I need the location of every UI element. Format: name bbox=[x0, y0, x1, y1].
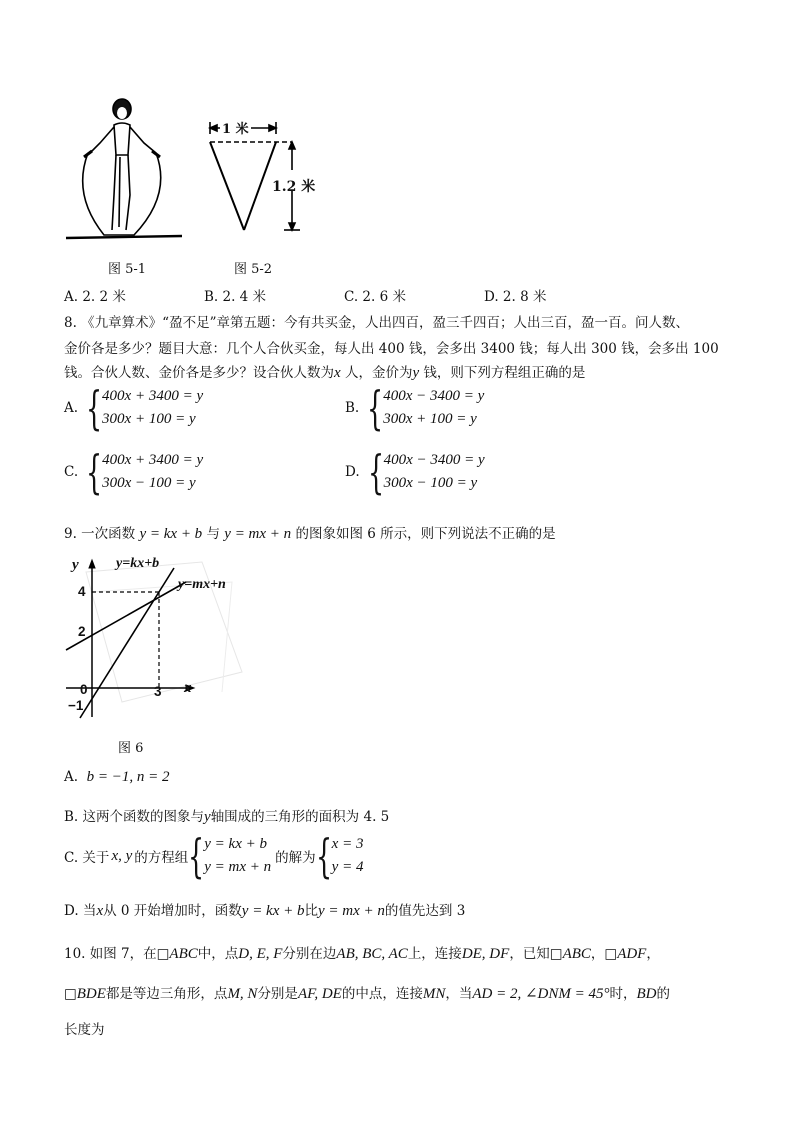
graph-line2-label: y=mx+n bbox=[178, 577, 226, 592]
graph-tick-3: 3 bbox=[154, 684, 162, 699]
graph-tick-2: 2 bbox=[78, 624, 86, 639]
q10-line2: □BDE都是等边三角形，点M, N分别是AF, DE的中点，连接MN，当AD = 2, ∠DNM = 45°时，BD的 bbox=[64, 986, 670, 1002]
graph-x-axis-label: x bbox=[184, 680, 192, 696]
q8-option-b: B. { 400x − 3400 = y 300x + 100 = y bbox=[345, 381, 485, 435]
q8-option-d: D. { 400x − 3400 = y 300x − 100 = y bbox=[345, 445, 485, 499]
q9-option-c: C. 关于 x, y 的方程组 { y = kx + b y = mx + n 的解为 { x = 3 y = 4 bbox=[64, 829, 364, 883]
q9-option-d: D. 当x从 0 开始增加时，函数y = kx + b比y = mx + n的值先达到 3 bbox=[64, 903, 466, 919]
q7-option-b: B. 2. 4 米 bbox=[204, 289, 267, 305]
figure-5-2-height-label: 1.2 米 bbox=[272, 179, 316, 195]
q8-stem-line2: 金价各是多少？题目大意：几个人合伙买金，每人出 400 钱，会多出 3400 钱；每人出 300 钱，会多出 100 bbox=[64, 341, 719, 357]
q8-stem-line1: 8. 《九章算术》“盈不足”章第五题：今有共买金，人出四百，盈三千四百；人出三百，盈一百。问人数、 bbox=[64, 315, 689, 331]
graph-tick-minus1: −1 bbox=[68, 698, 84, 713]
q7-option-c: C. 2. 6 米 bbox=[344, 289, 406, 305]
graph-y-axis-label: y bbox=[72, 557, 79, 573]
graph-tick-0: 0 bbox=[80, 682, 88, 697]
q10-line1: 10. 如图 7，在□ABC中，点D, E, F分别在边AB, BC, AC上，连接DE, DF，已知□ABC，□ADF， bbox=[64, 946, 660, 962]
q9-stem: 9. 一次函数 y = kx + b 与 y = mx + n 的图象如图 6 所示，则下列说法不正确的是 bbox=[64, 526, 556, 542]
q9-option-b: B. 这两个函数的图象与y轴围成的三角形的面积为 4. 5 bbox=[64, 809, 390, 825]
figure-5-1-jump-rope bbox=[64, 95, 184, 245]
q10-line3: 长度为 bbox=[64, 1022, 105, 1038]
q8-stem-line3: 钱。合伙人数、金价各是多少？设合伙人数为x 人，金价为y 钱，则下列方程组正确的是 bbox=[64, 365, 586, 381]
figure-5-2-width-label: 1 米 bbox=[220, 118, 251, 137]
figure-5-1-caption: 图 5-1 bbox=[108, 262, 147, 277]
figure-6-caption: 图 6 bbox=[118, 741, 144, 756]
q8-option-c: C. { 400x + 3400 = y 300x − 100 = y bbox=[64, 445, 204, 499]
graph-line1-label: y=kx+b bbox=[116, 556, 160, 571]
graph-tick-4: 4 bbox=[78, 584, 86, 599]
q7-option-d: D. 2. 8 米 bbox=[484, 289, 547, 305]
q8-option-a: A. { 400x + 3400 = y 300x + 100 = y bbox=[64, 381, 204, 435]
q7-option-a: A. 2. 2 米 bbox=[64, 289, 126, 305]
q9-option-a: A. b = −1, n = 2 bbox=[64, 769, 170, 785]
figure-5-2-caption: 图 5-2 bbox=[234, 262, 273, 277]
